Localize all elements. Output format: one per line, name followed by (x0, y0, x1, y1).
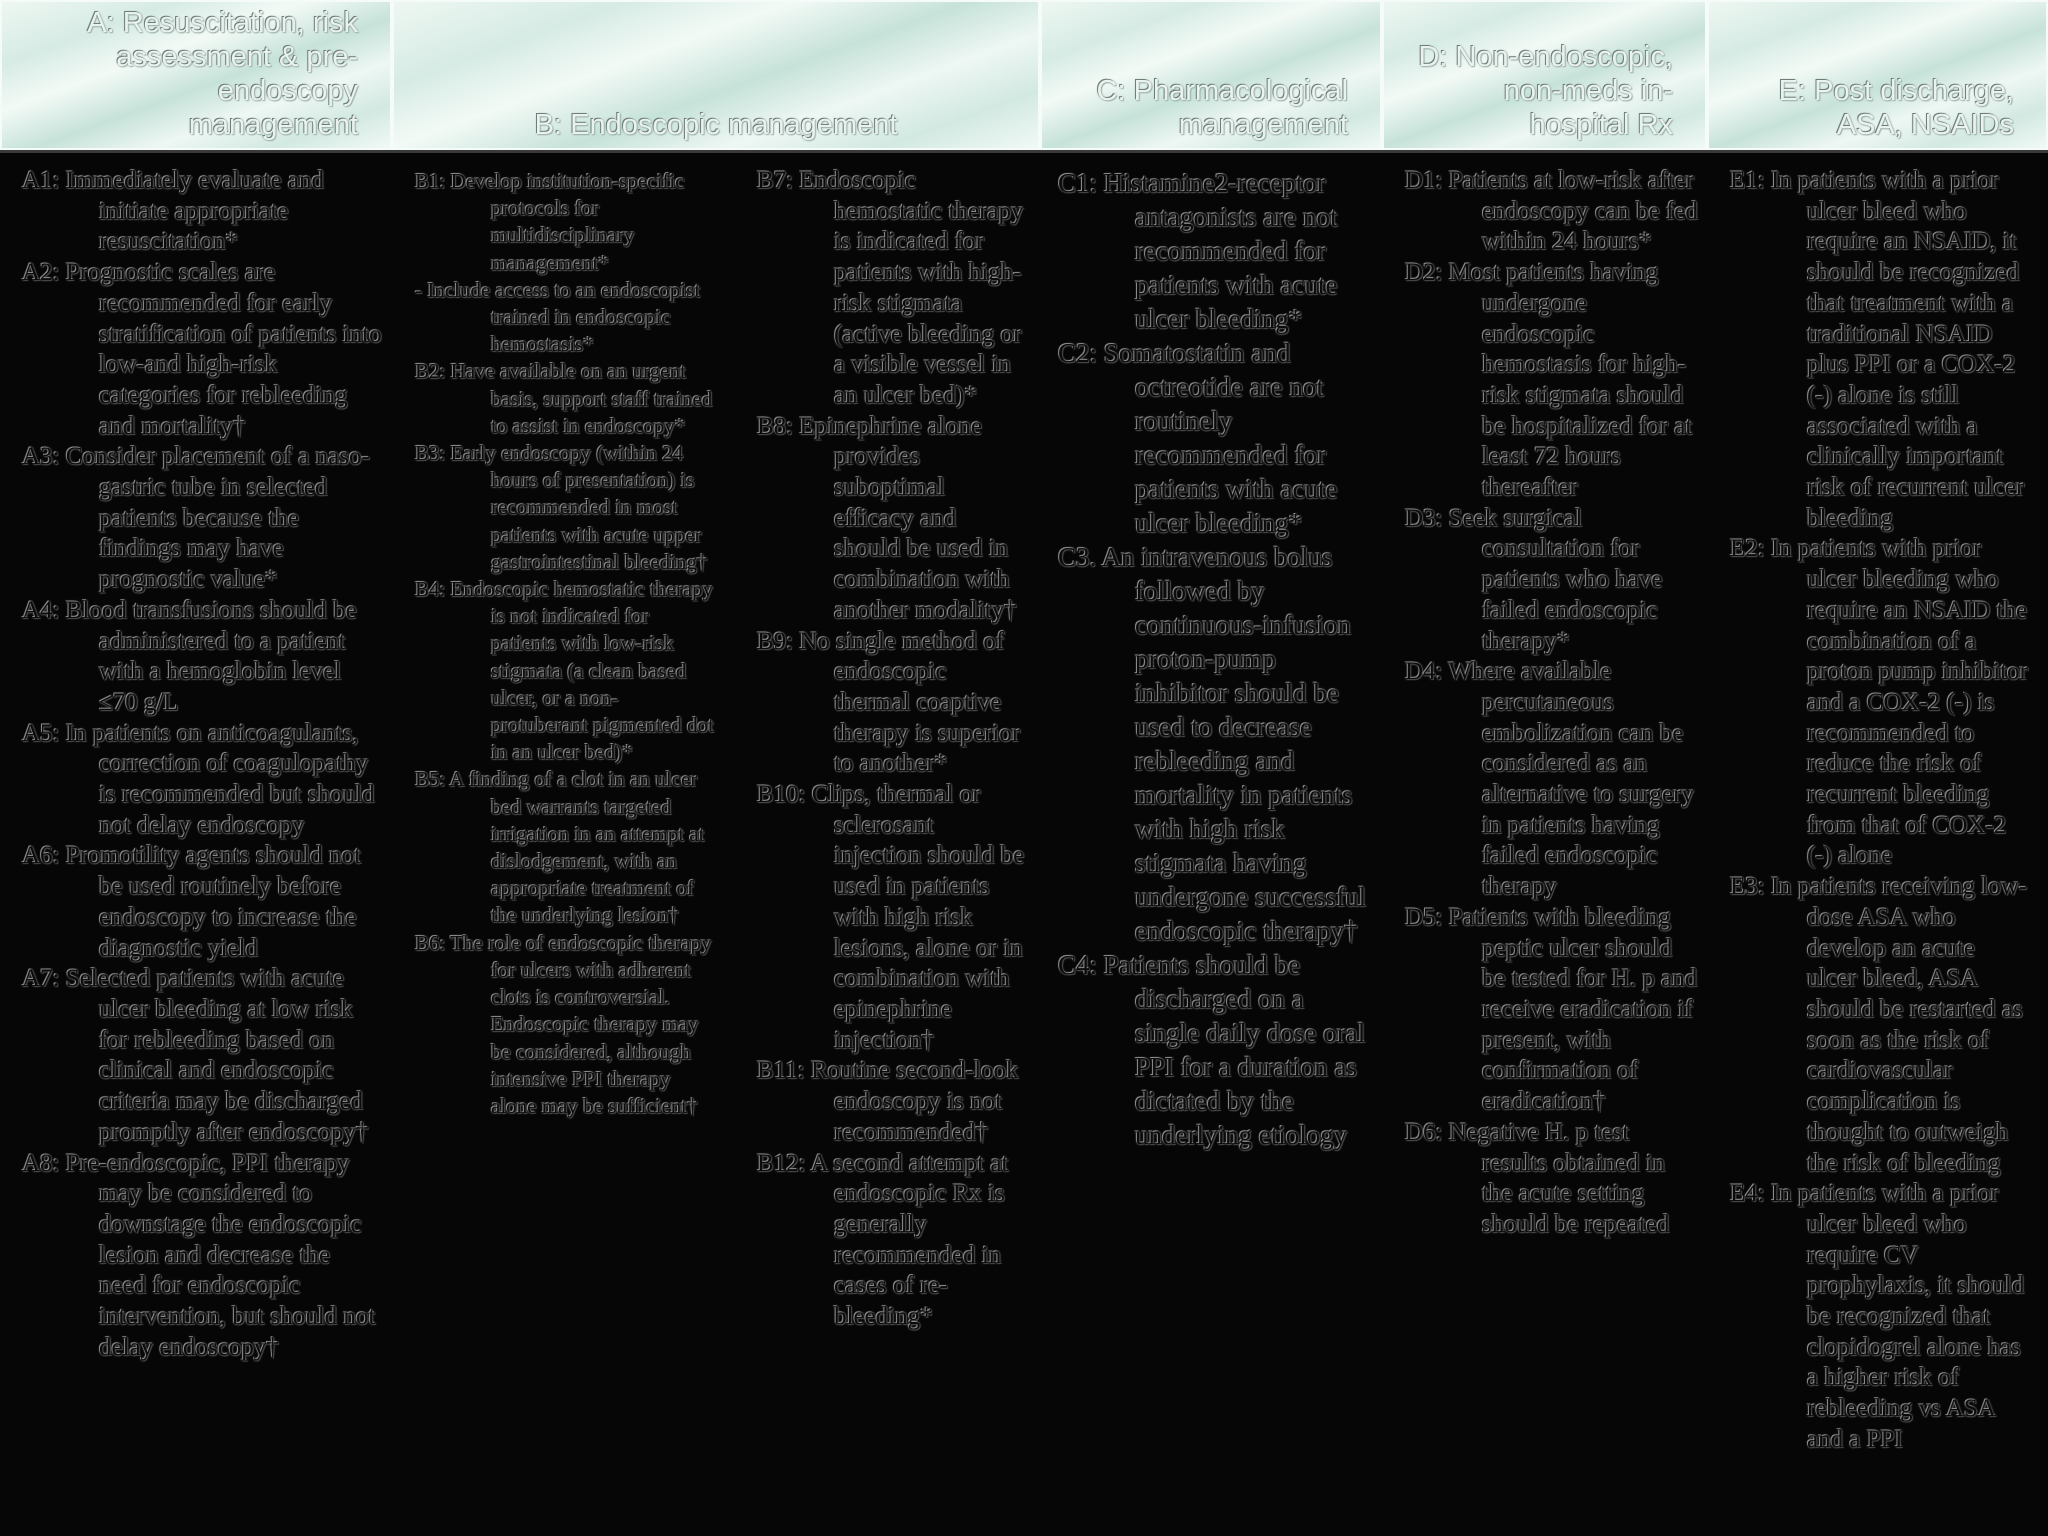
column-d (1405, 166, 1700, 1241)
column-b-left (415, 168, 715, 1120)
item-d1: D1: Patients at low-risk after endoscopy can be fed within 24 hours* (1405, 167, 1698, 256)
item-a5: A5: In patients on anticoagulants, correction of coagulopathy is recommended but should not delay endoscopy (22, 719, 375, 839)
item-d6: D6: Negative H. p test results obtained in the acute setting should be repeated (1405, 1118, 1670, 1238)
item-a4: A4: Blood transfusions should be administered to a patient with a hemoglobin level ≤70 g/L (22, 596, 357, 716)
item-b1-sub: - Include access to an endoscopist trained in endoscopic hemostasis* (415, 277, 701, 357)
item-d4: D4: Where available percutaneous embolization can be considered as an alternative to surgery in patients having failed endoscopic therapy (1405, 658, 1694, 901)
item-c2: C2: Somatostatin and octreotide are not routinely recommended for patients with acute ulcer bleeding* (1058, 338, 1338, 538)
column-a (22, 166, 382, 1363)
item-e4: E4: In patients with a prior ulcer bleed who require CV prophylaxis, it should be recognized that clopidogrel alone has a higher risk of rebleeding vs ASA and a PPI (1730, 1180, 2025, 1453)
header-e (1707, 0, 2048, 150)
header-band (0, 0, 2048, 153)
item-b5: B5: A finding of a clot in an ulcer bed warrants targeted irrigation in an attempt at dislodgement, with an appropriate treatment of the underlying lesion† (415, 767, 705, 928)
item-b8: B8: Epinephrine alone provides suboptimal efficacy and should be used in combination with another modality† (757, 412, 1017, 624)
item-c4: C4: Patients should be discharged on a single daily dose oral PPI for a duration as dictated by the underlying etiology (1058, 950, 1366, 1150)
item-b12: B12: A second attempt at endoscopic Rx is generally recommended in cases of re-bleeding* (757, 1149, 1009, 1331)
column-b-right (757, 166, 1027, 1333)
item-b2: B2: Have available on an urgent basis, support staff trained to assist in endoscopy* (415, 359, 713, 438)
item-a3: A3: Consider placement of a naso-gastric tube in selected patients because the findings may have prognostic value* (22, 443, 370, 594)
item-b4: B4: Endoscopic hemostatic therapy is not indicated for patients with low-risk stigmata (a clean based ulcer, or a non-protuberant pigmented dot in an ulcer bed)* (415, 577, 714, 765)
item-a2: A2: Prognostic scales are recommended for early stratification of patients into low-and high-risk categories for rebleeding and mortality† (22, 259, 382, 440)
item-c3: C3. An intravenous bolus followed by continuous-infusion proton-pump inhibitor should be used to decrease rebleeding and mortality in patients with high risk stigmata having undergone successful endoscopic therapy† (1058, 542, 1367, 946)
item-d2: D2: Most patients having undergone endoscopic hemostasis for high-risk stigmata should be hospitalized for at least 72 hours thereafter (1405, 259, 1693, 502)
item-e3: E3: In patients receiving low-dose ASA who develop an acute ulcer bleed, ASA should be restarted as soon as the risk of cardiovascular complication is thought to outweigh the risk of bleeding (1730, 873, 2028, 1177)
item-b9: B9: No single method of endoscopic thermal coaptive therapy is superior to another* (757, 627, 1021, 778)
item-a7: A7: Selected patients with acute ulcer bleeding at low risk for rebleeding based on clinical and endoscopic criteria may be discharged promptly after endoscopy† (22, 965, 369, 1146)
item-b10: B10: Clips, thermal or sclerosant injection should be used in patients with high risk lesions, alone or in combination with epinephrine injection† (757, 781, 1025, 1054)
header-b-title: B: Endoscopic management (534, 109, 898, 141)
item-d3: D3: Seek surgical consultation for patients who have failed endoscopic therapy* (1405, 504, 1663, 655)
item-b1: B1: Develop institution-specific protocols for multidisciplinary management* (415, 169, 685, 275)
item-a1: A1: Immediately evaluate and initiate appropriate resuscitation* (22, 167, 324, 256)
item-c1: C1: Histamine2-receptor antagonists are not recommended for patients with acute ulcer bleeding* (1058, 168, 1338, 334)
item-d5: D5: Patients with bleeding peptic ulcer should be tested for H. p and receive eradication if present, with confirmation of eradication† (1405, 903, 1698, 1116)
item-b7: B7: Endoscopic hemostatic therapy is indicated for patients with high-risk stigmata (active bleeding or a visible vessel in an ulcer bed)* (757, 167, 1024, 409)
header-e-title: E: Post discharge, ASA, NSAIDs (1778, 75, 2014, 141)
item-b6: B6: The role of endoscopic therapy for ulcers with adherent clots is controversial. Endoscopic therapy may be considered, although intensive PPI therapy alone may be sufficient† (415, 930, 712, 1118)
header-d-title: D: Non-endoscopic, non-meds in- hospital Rx (1418, 41, 1673, 141)
column-c (1058, 166, 1370, 1152)
item-e1: E1: In patients with a prior ulcer bleed who require an NSAID, it should be recognized that treatment with a traditional NSAID plus PPI or a COX-2 (-) alone is still associated with a clinically important risk of recurrent ulcer bleeding (1730, 167, 2025, 532)
column-e (1730, 166, 2030, 1456)
header-divider (0, 150, 2048, 153)
item-a8: A8: Pre-endoscopic, PPI therapy may be considered to downstage the endoscopic lesion and decrease the need for endoscopic intervention, but should not delay endoscopy† (22, 1149, 376, 1361)
item-b3: B3: Early endoscopy (within 24 hours of presentation) is recommended in most patients with acute upper gastrointestinal bleeding† (415, 441, 708, 574)
item-b11: B11: Routine second-look endoscopy is not recommended† (757, 1057, 1019, 1146)
header-a (0, 0, 392, 150)
header-c-title: C: Pharmacological management (1096, 75, 1348, 141)
header-b (392, 0, 1040, 150)
item-a6: A6: Promotility agents should not be used routinely before endoscopy to increase the diagnostic yield (22, 842, 361, 962)
header-a-title: A: Resuscitation, risk assessment & pre- endoscopy management (87, 7, 358, 141)
item-e2: E2: In patients with prior ulcer bleeding who require an NSAID the combination of a proton pump inhibitor and a COX-2 (-) is recommended to reduce the risk of recurrent bleeding from that of COX-2 (-) alone (1730, 535, 2028, 870)
header-c (1040, 0, 1382, 150)
header-d (1382, 0, 1707, 150)
